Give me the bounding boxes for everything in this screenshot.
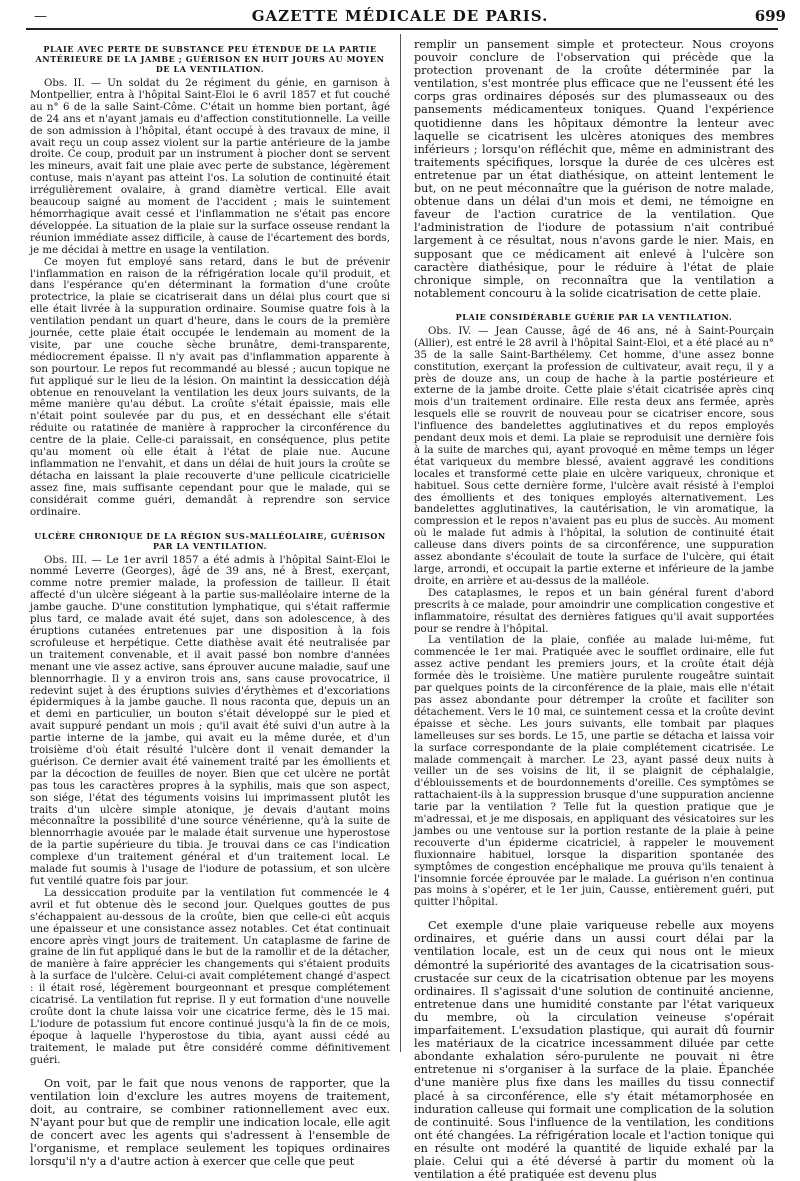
- obs3-paragraph-2: La dessiccation produite par la ventilation fut commencée le 4 avril et fut obtenue dès le second jour. Quelques gouttes de pus s'échappaient au-dessous de la croûte, bien que celle-ci eût acquis une épaisseur et une consistance assez notables. Cet état continuait encore après vingt jours de traitement. Un cataplasme de farine de graine de lin fut appliqué dans le but de la ramollir et de la détacher, de manière à faire apprécier les changements qui s'étaient produits à la surface de l'ulcère. Celui-ci avait complétement changé d'aspect : il était rosé, légèrement bourgeonnant et presque complétement cicatrisé. La ventilation fut reprise. Il y eut formation d'une nouvelle croûte dont la chute laissa voir une cicatrice ferme, dès le 15 mai. L'iodure de potassium fut encore continué jusqu'à la fin de ce mois, époque à laquelle l'hyperostose du tibia, ayant aussi cédé au traitement, le malade put être considéré comme définitivement guéri.: [30, 887, 390, 1066]
- section-heading-obs3: ULCÈRE CHRONIQUE DE LA RÉGION SUS-MALLÉOLAIRE, GUÉRISON PAR LA VENTILATION.: [34, 530, 386, 551]
- obs2-paragraph-1: Obs. II. — Un soldat du 2e régiment du génie, en garnison à Montpellier, entra à l'hôpital Saint-Eloi le 6 avril 1857 et fut couché au n° 6 de la salle Saint-Côme. C'était un homme bien portant, âgé de 24 ans et n'ayant jamais eu d'affection constitutionnelle. La veille de son admission à l'hôpital, étant occupé à des travaux de mine, il avait reçu un coup assez violent sur la partie antérieure de la jambe droite. Ce coup, produit par un instrument à piocher dont se servent les mineurs, avait fait une plaie avec perte de substance, légèrement contuse, mais n'ayant pas atteint l'os. La solution de continuité était irrégulièrement ovalaire, à grand diamètre vertical. Elle avait beaucoup saigné au moment de l'accident ; mais le suintement hémorrhagique avait cessé et l'inflammation ne s'était pas encore développée. La situation de la plaie sur la surface osseuse rendant la réunion immédiate assez difficile, à cause de l'écartement des bords, je me décidai à mettre en usage la ventilation.: [30, 78, 390, 256]
- page-number: 699: [754, 7, 786, 25]
- obs3-paragraph-1: Obs. III. — Le 1er avril 1857 a été admis à l'hôpital Saint-Eloi le nommé Leverre (Georges), âgé de 39 ans, né à Brest, exerçant, comme notre premier malade, la profession de tailleur. Il était affecté d'un ulcère siégeant à la partie sus-malléolaire interne de la jambe gauche. D'une constitution lymphatique, qui s'était raffermie plus tard, ce malade avait été sujet, dans son adolescence, à des éruptions cutanées entretenues par une disposition à la fois scrofuleuse et herpétique. Cette diathèse avait été neutralisée par un traitement convenable, et il avait passé bon nombre d'années menant une vie assez active, sans éprouver aucune maladie, sauf une blennorrhagie. Il y a environ trois ans, sans cause provocatrice, il redevint sujet à des éruptions suivies d'érythèmes et d'excoriations épidermiques à la jambe gauche. Il nous raconta que, depuis un an et demi en particulier, un bouton s'était développé sur le pied et avait suppuré pendant un mois ; qu'il avait été suivi d'un autre à la partie interne de la jambe, qui avait eu la même durée, et d'un troisième d'où était résulté l'ulcère dont il venait demander la guérison. Ce dernier avait été vainement traité par les émollients et par la décoction de feuilles de noyer. Bien que cet ulcère ne portât pas tous les caractères propres à la syphilis, mais que son aspect, son siége, l'état des téguments voisins lui imprimassent plutôt les traits d'un ulcère simple atonique, je devais d'autant moins méconnaître la possibilité d'une source vénérienne, qu'à la suite de blennorrhagie avouée par le malade était survenue une hyperostose de la partie supérieure du tibia. Je trouvai dans ce cas l'indication complexe d'un traitement général et d'un traitement local. Le malade fut soumis à l'usage de l'iodure de potassium, et son ulcère fut ventilé quatre fois par jour.: [30, 554, 390, 887]
- header-left-mark: —: [34, 9, 47, 24]
- obs2-paragraph-2: Ce moyen fut employé sans retard, dans le but de prévenir l'inflammation en raison de la réfrigération locale qu'il produit, et dans l'espérance qu'en déterminant la formation d'une croûte protectrice, la plaie se cicatriserait dans un délai plus court que si elle était livrée à la suppuration ordinaire. Soumise quatre fois à la ventilation pendant un quart d'heure, dans le cours de la première journée, cette plaie était occupée le lendemain au moment de la visite, par une couche sèche brunâtre, demi-transparente, médiocrement épaisse. Il n'y avait pas d'inflammation apparente à son pourtour. Le repos fut recommandé au blessé ; aucun topique ne fut appliqué sur le lieu de la lésion. On maintint la dessiccation déjà obtenue en renouvelant la ventilation les deux jours suivants, de la même manière qu'au début. La croûte s'était épaissie, mais elle n'était point soulevée par du pus, et en desséchant elle s'était réduite ou ratatinée de manière à rapprocher la circonférence du centre de la plaie. Celle-ci paraissait, en conséquence, plus petite qu'au moment où elle était à l'état de plaie nue. Aucune inflammation ne l'envahit, et dans un délai de huit jours la croûte se détacha en laissant la plaie recouverte d'une pellicule cicatricielle assez fine, mais suffisante cependant pour que le malade, qui se considérait comme guéri, demandât à reprendre son service ordinaire.: [30, 256, 390, 518]
- section-heading-obs4: PLAIE CONSIDÉRABLE GUÉRIE PAR LA VENTILATION.: [455, 311, 733, 322]
- page-header: [0, 0, 800, 30]
- column-divider: [400, 34, 401, 1052]
- obs4-paragraph-2: Des cataplasmes, le repos et un bain général furent d'abord prescrits à ce malade, pour amoindrir une complication congestive et inflammatoire, résultat des dernières fatigues qu'il avait supportées pour se rendre à l'hôpital.: [414, 587, 774, 635]
- obs4-paragraph-3: La ventilation de la plaie, confiée au malade lui-même, fut commencée le 1er mai. Pratiquée avec le soufflet ordinaire, elle fut assez active pendant les premiers jours, et la croûte était déjà formée dès le troisième. Une matière purulente rougeâtre suintait par quelques points de la circonférence de la plaie, mais elle n'était pas assez abondante pour détremper la croûte et faciliter son détachement. Vers le 10 mai, ce suintement cessa et la croûte devint épaisse et sèche. Les jours suivants, elle tombait par plaques lamelleuses sur ses bords. Le 15, une partie se détacha et laissa voir la surface correspondante de la plaie complétement cicatrisée. Le malade commençait à marcher. Le 23, ayant passé deux nuits à veiller un de ses voisins de lit, il se plaignit de céphalalgie, d'éblouissements et de bourdonnements d'oreille. Ces symptômes se rattachaient-ils à la suppression brusque d'une suppuration ancienne tarie par la ventilation ? Telle fut la question pratique que je m'adressai, et je me disposais, en appliquant des vésicatoires sur les jambes ou une ventouse sur la portion restante de la plaie à peine recouverte d'un épiderme cicatriciel, à rappeler le mouvement fluxionnaire habituel, lorsque la disparition spontanée des symptômes de congestion encéphalique me prouva qu'ils tenaient à l'insomnie forcée éprouvée par le malade. La guérison n'en continua pas moins à s'opérer, et le 1er juin, Causse, entièrement guéri, put quitter l'hôpital.: [414, 635, 774, 909]
- continuation-paragraph: remplir un pansement simple et protecteur. Nous croyons pouvoir conclure de l'observation qui précède que la protection provenant de la croûte déterminée par la ventilation, s'est montrée plus efficace que ne l'eussent été les corps gras ordinaires déposés sur des plumasseaux ou des pansements médicamenteux toniques. Quand l'expérience quotidienne dans les hôpitaux démontre la lenteur avec laquelle se cicatrisent les ulcères atoniques des membres inférieurs ; lorsqu'on réfléchit que, même en administrant des traitements spécifiques, lorsque la durée de ces ulcères est entretenue par un état diathésique, on atteint lentement le but, on ne peut méconnaître que la guérison de notre malade, obtenue dans un délai d'un mois et demi, ne témoigne en faveur de l'action curatrice de la ventilation. Que l'administration de l'iodure de potassium n'ait contribué largement à ce résultat, nous n'avons garde le nier. Mais, en supposant que ce médicament ait enlevé à l'ulcère son caractère diathésique, pour le réduire à l'état de plaie chronique simple, on reconnaîtra que la ventilation a notablement concouru à la solide cicatrisation de cette plaie.: [414, 38, 774, 300]
- obs4-paragraph-1: Obs. IV. — Jean Causse, âgé de 46 ans, né à Saint-Pourçain (Allier), est entré le 28 avril à l'hôpital Saint-Eloi, et a été placé au n° 35 de la salle Saint-Barthélemy. Cet homme, d'une assez bonne constitution, exerçant la profession de cultivateur, avait reçu, il y a près de douze ans, un coup de hache à la partie postérieure et externe de la jambe droite. Cette plaie s'était cicatrisée après cinq mois d'un traitement ordinaire. Elle resta deux ans fermée, après lesquels elle se rouvrit de nouveau pour se cicatriser encore, sous l'influence des bandelettes agglutinatives et du repos employés pendant deux mois et demi. La plaie se reproduisit une dernière fois à la suite de marches qui, ayant provoqué en même temps un léger état variqueux du membre blessé, avaient aggravé les conditions locales et transformé cette plaie en ulcère variqueux, chronique et habituel. Sous cette dernière forme, l'ulcère avait résisté à l'emploi des émollients et des toniques employés alternativement. Les bandelettes agglutinatives, la cautérisation, le vin aromatique, la compression et le repos n'avaient pas eu plus de succès. Au moment où le malade fut admis à l'hôpital, la solution de continuité était calleuse dans divers points de sa circonférence, une suppuration assez abondante s'écoulait de toute la surface de l'ulcère, qui était large, arrondi, et occupait la partie externe et inférieure de la jambe droite, en arrière et au-dessus de la malléole.: [414, 325, 774, 587]
- header-rule: [26, 28, 778, 30]
- right-column: [414, 38, 774, 1181]
- section-heading-obs2: PLAIE AVEC PERTE DE SUBSTANCE PEU ÉTENDUE DE LA PARTIE ANTÉRIEURE DE LA JAMBE ; GUÉRISON EN HUIT JOURS AU MOYEN DE LA VENTILATION.: [35, 44, 385, 74]
- journal-title: GAZETTE MÉDICALE DE PARIS.: [251, 7, 549, 25]
- closing-paragraph: On voit, par le fait que nous venons de rapporter, que la ventilation loin d'exclure les autres moyens de traitement, doit, au contraire, se combiner rationnellement avec eux. N'ayant pour but que de remplir une indication locale, elle agit de concert avec les agents qui s'adressent à l'ensemble de l'organisme, et remplace seulement les topiques ordinaires lorsqu'il n'y a d'autre action à exercer que celle que peut: [30, 1076, 390, 1169]
- summary-paragraph: Cet exemple d'une plaie variqueuse rebelle aux moyens ordinaires, et guérie dans un aussi court délai par la ventilation locale, est un de ceux qui nous ont le mieux démontré la supériorité des avantages de la cicatrisation sous-crustacée sur ceux de la cicatrisation obtenue par les moyens ordinaires. Il s'agissait d'une solution de continuité ancienne, entretenue dans une humidité constante par l'état variqueux du membre, où la circulation veineuse s'opérait imparfaitement. L'exsudation plastique, qui aurait dû fournir les matériaux de la cicatrice incessamment diluée par cette abondante exhalation séro-purulente ne pouvait ni être entretenue ni s'organiser à la surface de la plaie. Épanchée d'une manière plus fixe dans les mailles du tissu connectif placé à sa circonférence, elle s'y était métamorphosée en induration calleuse qui formait une complication de la solution de continuité. Sous l'influence de la ventilation, les conditions ont été changées. La réfrigération locale et l'action tonique qui en résulte ont modéré la quantité de liquide exhalé par la plaie. Celui qui a été déversé à partir du moment où la ventilation a été pratiquée est devenu plus: [414, 919, 774, 1181]
- left-column: [30, 40, 390, 1169]
